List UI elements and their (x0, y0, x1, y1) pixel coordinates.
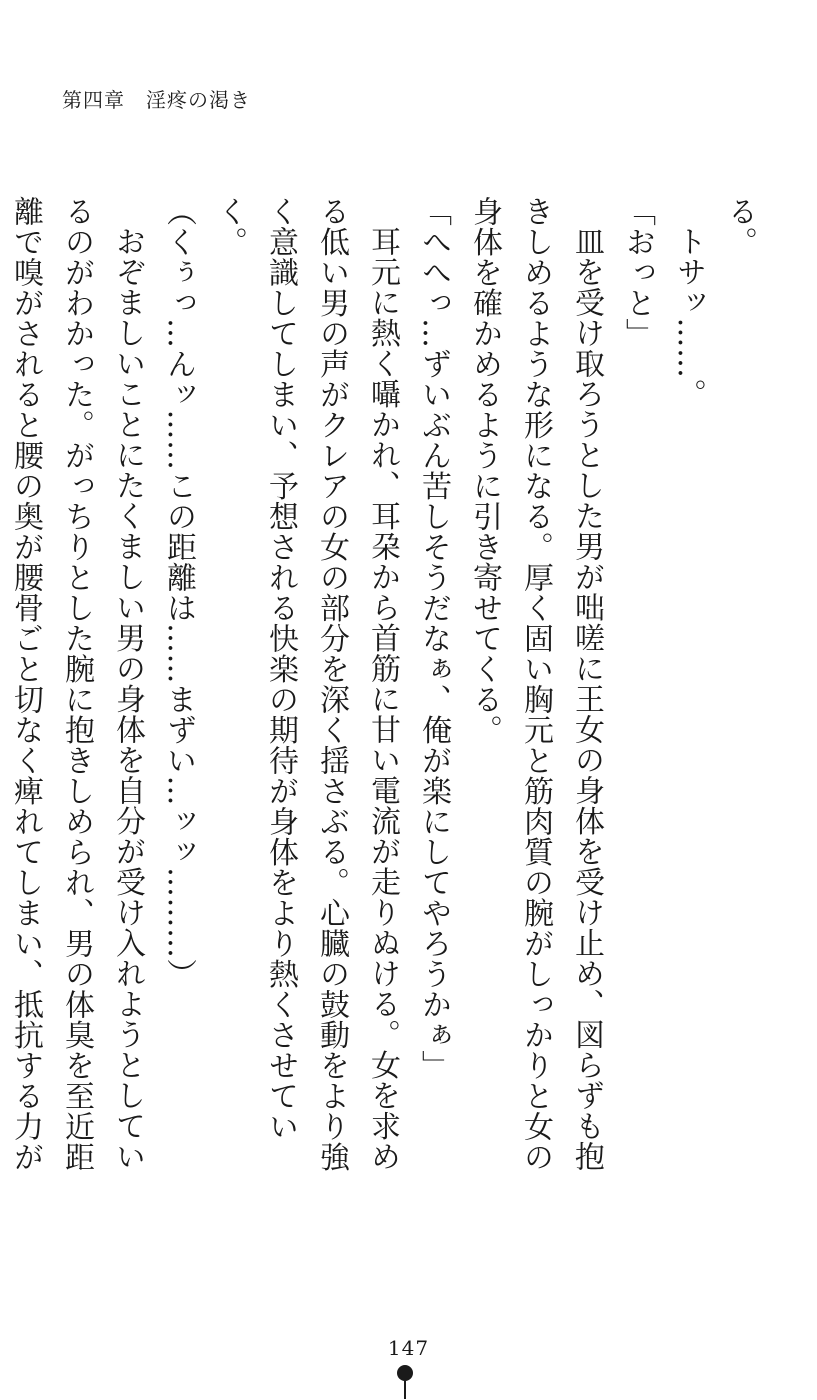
ornament-dot (397, 1365, 413, 1381)
paragraph: 「おっと」 (620, 196, 655, 349)
ornament-stem (404, 1381, 406, 1399)
paragraph: トサッ……。 (671, 226, 706, 409)
paragraph: る。 (722, 196, 757, 257)
page-number: 147 (387, 1336, 430, 1360)
body-text (0, 196, 765, 1196)
paragraph: （くぅっ…んッ……この距離は……まずい…ッッ………） (161, 196, 196, 989)
paragraph: 耳元に熱く囁かれ、耳朶から首筋に甘い電流が走りぬける。女を求める低い男の声がクレアの女の部分を深く揺さぶる。心臓の鼓動をより強く意識してしまい、予想される快楽の期待が身体をより熱くさせていく。 (212, 196, 400, 1172)
running-head: 第四章 淫疼の渇き (62, 88, 251, 112)
paragraph: おぞましいことにたくましい男の身体を自分が受け入れようとしているのがわかった。がっちりとした腕に抱きしめられ、男の体臭を至近距離で嗅がされると腰の奥が腰骨ごと切なく痺れてしまい、抵抗する力が (8, 196, 145, 1172)
paragraph: 「へへっ…ずいぶん苦しそうだなぁ、俺が楽にしてやろうかぁ」 (416, 196, 451, 1081)
paragraph: 皿を受け取ろうとした男が咄嗟に王女の身体を受け止め、図らずも抱きしめるような形になる。厚く固い胸元と筋肉質の腕がしっかりと女の身体を確かめるように引き寄せてくる。 (467, 196, 604, 1172)
folio-ornament-icon (397, 1365, 413, 1399)
